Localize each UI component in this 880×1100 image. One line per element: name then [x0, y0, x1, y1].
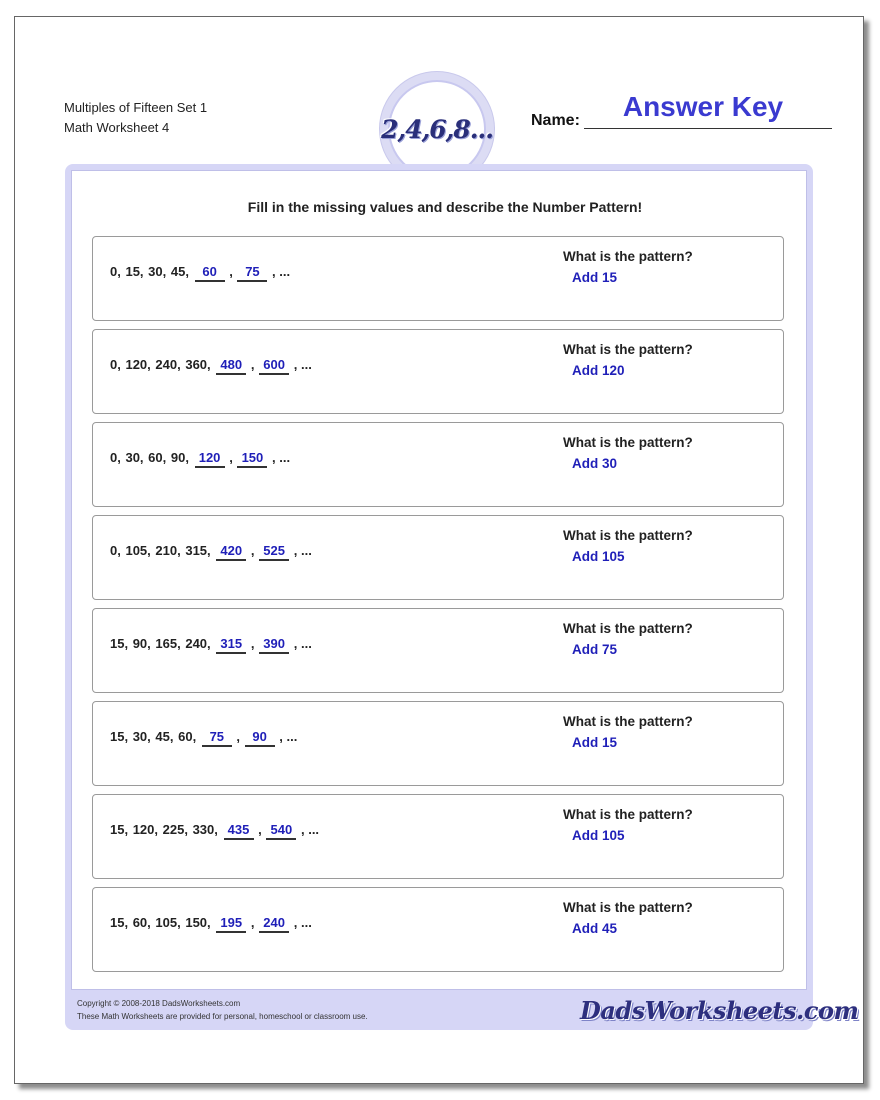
pattern-answer[interactable]: Add 45: [572, 921, 618, 936]
sequence-term: 0,: [110, 264, 121, 279]
answer-blank[interactable]: 150: [237, 449, 267, 468]
number-sequence: 15, 30, 45, 60, 75 , 90 , ...: [110, 728, 297, 747]
answer-blank[interactable]: 420: [216, 542, 246, 561]
pattern-answer[interactable]: Add 105: [572, 549, 625, 564]
sequence-term: 120,: [132, 822, 159, 837]
number-sequence: 0, 15, 30, 45, 60 , 75 , ...: [110, 263, 290, 282]
sequence-term: 60,: [148, 450, 167, 465]
number-sequence: 0, 30, 60, 90, 120 , 150 , ...: [110, 449, 290, 468]
sequence-term: 90,: [132, 636, 151, 651]
pattern-question: What is the pattern?: [563, 435, 693, 450]
worksheet-title: [64, 98, 207, 138]
problem-box: [92, 701, 784, 786]
sequence-term: 30,: [132, 729, 151, 744]
pattern-question: What is the pattern?: [563, 807, 693, 822]
footer-copyright: [77, 997, 368, 1023]
pattern-answer[interactable]: Add 15: [572, 735, 618, 750]
sequence-term: 165,: [155, 636, 181, 651]
pattern-question: What is the pattern?: [563, 714, 693, 729]
answer-blank[interactable]: 540: [266, 821, 296, 840]
answer-blank[interactable]: 240: [259, 914, 289, 933]
sequence-term: 60,: [132, 915, 151, 930]
sequence-term: 15,: [110, 915, 129, 930]
sequence-term: 225,: [162, 822, 188, 837]
answer-blank[interactable]: 90: [245, 728, 275, 747]
sequence-term: 15,: [110, 636, 129, 651]
answer-blank[interactable]: 525: [259, 542, 289, 561]
pattern-answer[interactable]: Add 30: [572, 456, 618, 471]
answer-blank[interactable]: 60: [195, 263, 225, 282]
problem-box: [92, 329, 784, 414]
sequence-term: 15,: [110, 822, 129, 837]
sequence-term: 360,: [185, 357, 211, 372]
logo-text: 2,4,6,8...: [381, 114, 493, 144]
pattern-question: What is the pattern?: [563, 528, 693, 543]
number-sequence: 0, 120, 240, 360, 480 , 600 , ...: [110, 356, 312, 375]
sequence-term: 240,: [155, 357, 181, 372]
sequence-term: 15,: [125, 264, 144, 279]
answer-blank[interactable]: 315: [216, 635, 246, 654]
sequence-term: 45,: [155, 729, 174, 744]
pattern-answer[interactable]: Add 15: [572, 270, 618, 285]
number-sequence: 0, 105, 210, 315, 420 , 525 , ...: [110, 542, 312, 561]
problem-box: [92, 515, 784, 600]
answer-blank[interactable]: 75: [237, 263, 267, 282]
answer-blank[interactable]: 480: [216, 356, 246, 375]
problem-box: [92, 422, 784, 507]
sequence-term: 150,: [185, 915, 211, 930]
pattern-question: What is the pattern?: [563, 621, 693, 636]
sequence-term: 315,: [185, 543, 211, 558]
pattern-answer[interactable]: Add 75: [572, 642, 618, 657]
sequence-term: 90,: [170, 450, 189, 465]
problem-box: [92, 236, 784, 321]
pattern-question: What is the pattern?: [563, 342, 693, 357]
worksheet-content: [71, 170, 807, 990]
number-sequence: 15, 120, 225, 330, 435 , 540 , ...: [110, 821, 319, 840]
name-line: [584, 128, 832, 129]
answer-blank[interactable]: 120: [195, 449, 225, 468]
brand-logo: DadsWorksheets.com: [580, 996, 859, 1025]
sequence-term: 0,: [110, 543, 121, 558]
sequence-term: 105,: [155, 915, 181, 930]
sequence-term: 30,: [125, 450, 144, 465]
sequence-term: 210,: [155, 543, 181, 558]
pattern-question: What is the pattern?: [563, 900, 693, 915]
sequence-term: 0,: [110, 357, 121, 372]
problem-box: [92, 794, 784, 879]
answer-key-label: Answer Key: [622, 91, 784, 122]
sequence-term: 0,: [110, 450, 121, 465]
answer-blank[interactable]: 195: [216, 914, 246, 933]
copyright-text: Copyright © 2008-2018 DadsWorksheets.com: [77, 999, 241, 1008]
sequence-term: 120,: [125, 357, 151, 372]
sequence-term: 15,: [110, 729, 129, 744]
number-sequence: 15, 60, 105, 150, 195 , 240 , ...: [110, 914, 312, 933]
worksheet-page: [14, 16, 864, 1084]
sequence-term: 60,: [178, 729, 197, 744]
sequence-term: 30,: [148, 264, 167, 279]
answer-blank[interactable]: 75: [202, 728, 232, 747]
pattern-answer[interactable]: Add 120: [572, 363, 625, 378]
sequence-term: 105,: [125, 543, 151, 558]
answer-blank[interactable]: 600: [259, 356, 289, 375]
worksheet-frame: [65, 164, 859, 1030]
title-line-1: Multiples of Fifteen Set 1: [64, 100, 208, 115]
sequence-term: 330,: [192, 822, 218, 837]
name-label: Name:: [531, 112, 580, 129]
problem-box: [92, 608, 784, 693]
usage-notice: These Math Worksheets are provided for personal, homeschool or classroom use.: [77, 1012, 368, 1021]
answer-blank[interactable]: 435: [224, 821, 254, 840]
pattern-answer[interactable]: Add 105: [572, 828, 625, 843]
pattern-question: What is the pattern?: [563, 249, 693, 264]
sequence-term: 45,: [170, 264, 189, 279]
sequence-term: 240,: [185, 636, 211, 651]
answer-blank[interactable]: 390: [259, 635, 289, 654]
instructions: Fill in the missing values and describe the Number Pattern!: [247, 199, 643, 215]
number-sequence: 15, 90, 165, 240, 315 , 390 , ...: [110, 635, 312, 654]
problem-box: [92, 887, 784, 972]
title-line-2: Math Worksheet 4: [64, 120, 170, 135]
